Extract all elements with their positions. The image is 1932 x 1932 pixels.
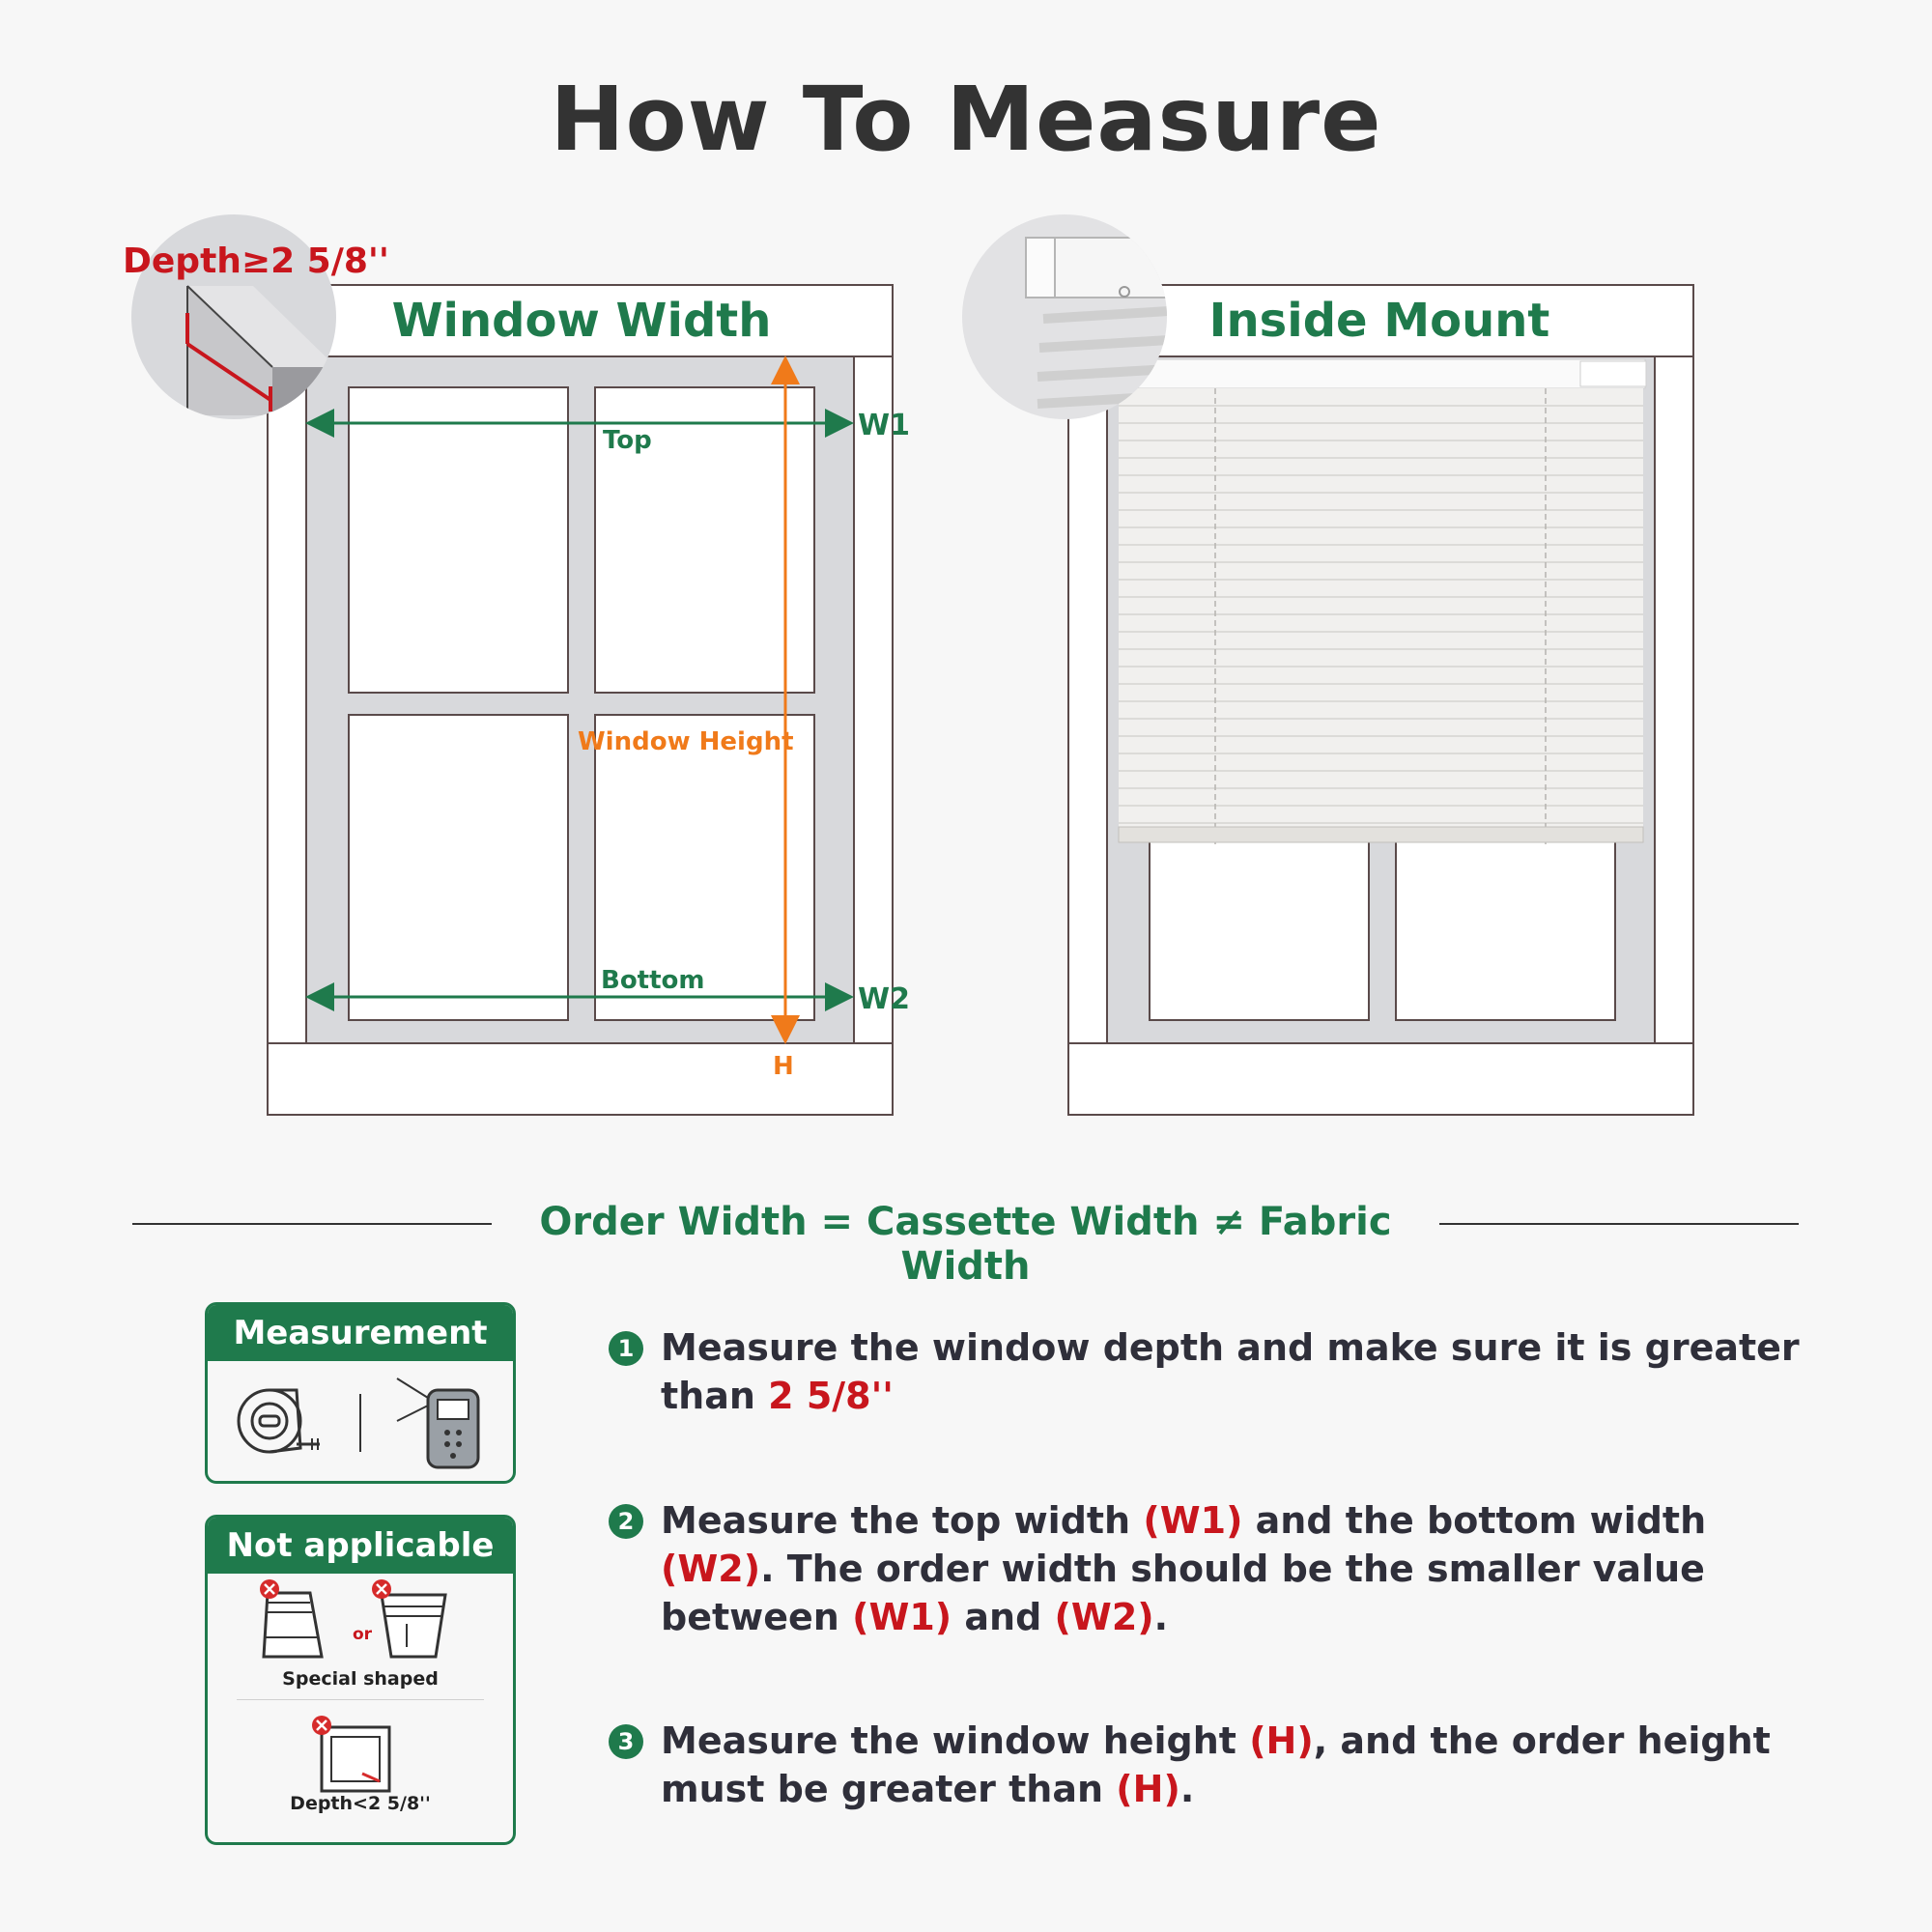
- step-text: Measure the window depth and make sure it is greater than 2 5/8'': [661, 1326, 1800, 1417]
- inside-mount-title: Inside Mount: [1208, 294, 1550, 348]
- window-width-title: Window Width: [391, 294, 772, 348]
- blind-icon: [1117, 359, 1646, 844]
- x-mark-icon: [260, 1579, 279, 1599]
- depth-label: Depth≥2 5/8'': [123, 242, 389, 281]
- step-text: Measure the top width (W1) and the bottom width (W2). The order width should be the smaller value between (W1) and (W2).: [661, 1499, 1707, 1638]
- inside-mount-panel: [962, 214, 1693, 1115]
- step-number: 2: [609, 1504, 643, 1539]
- special-shaped-label: Special shaped: [282, 1668, 439, 1690]
- step-number: 1: [609, 1331, 643, 1366]
- x-mark-icon: [372, 1579, 391, 1599]
- not-applicable-title: Not applicable: [208, 1518, 513, 1574]
- divider-right: [1439, 1223, 1799, 1225]
- trapezoid-window-icon: [382, 1595, 445, 1657]
- measurement-card-title: Measurement: [208, 1305, 513, 1361]
- measurement-card: [205, 1302, 516, 1484]
- x-mark-icon: [312, 1716, 331, 1735]
- window-height-label: Window Height: [578, 727, 794, 756]
- top-label: Top: [603, 426, 652, 455]
- measurement-tools: [208, 1361, 513, 1481]
- window-pane: [349, 715, 568, 1020]
- h-label: H: [773, 1052, 794, 1081]
- not-applicable-card: [205, 1515, 516, 1845]
- window-pane: [349, 387, 568, 693]
- tape-measure-icon: [239, 1390, 320, 1452]
- slanted-window-icon: [264, 1593, 322, 1657]
- page-title: How To Measure: [550, 68, 1382, 171]
- w2-label: W2: [858, 982, 910, 1016]
- depth-less-label: Depth<2 5/8'': [290, 1793, 431, 1814]
- window-width-panel: [123, 214, 910, 1115]
- laser-meter-icon: [397, 1378, 478, 1467]
- shallow-depth-icon: [208, 1700, 513, 1797]
- bottom-label: Bottom: [601, 966, 705, 995]
- divider-left: [132, 1223, 492, 1225]
- w1-label: W1: [858, 409, 910, 442]
- order-width-formula: Order Width = Cassette Width ≠ Fabric Width: [539, 1200, 1392, 1289]
- step-number: 3: [609, 1724, 643, 1759]
- step-text: Measure the window height (H), and the order height must be greater than (H).: [661, 1719, 1771, 1810]
- or-label: or: [353, 1625, 373, 1644]
